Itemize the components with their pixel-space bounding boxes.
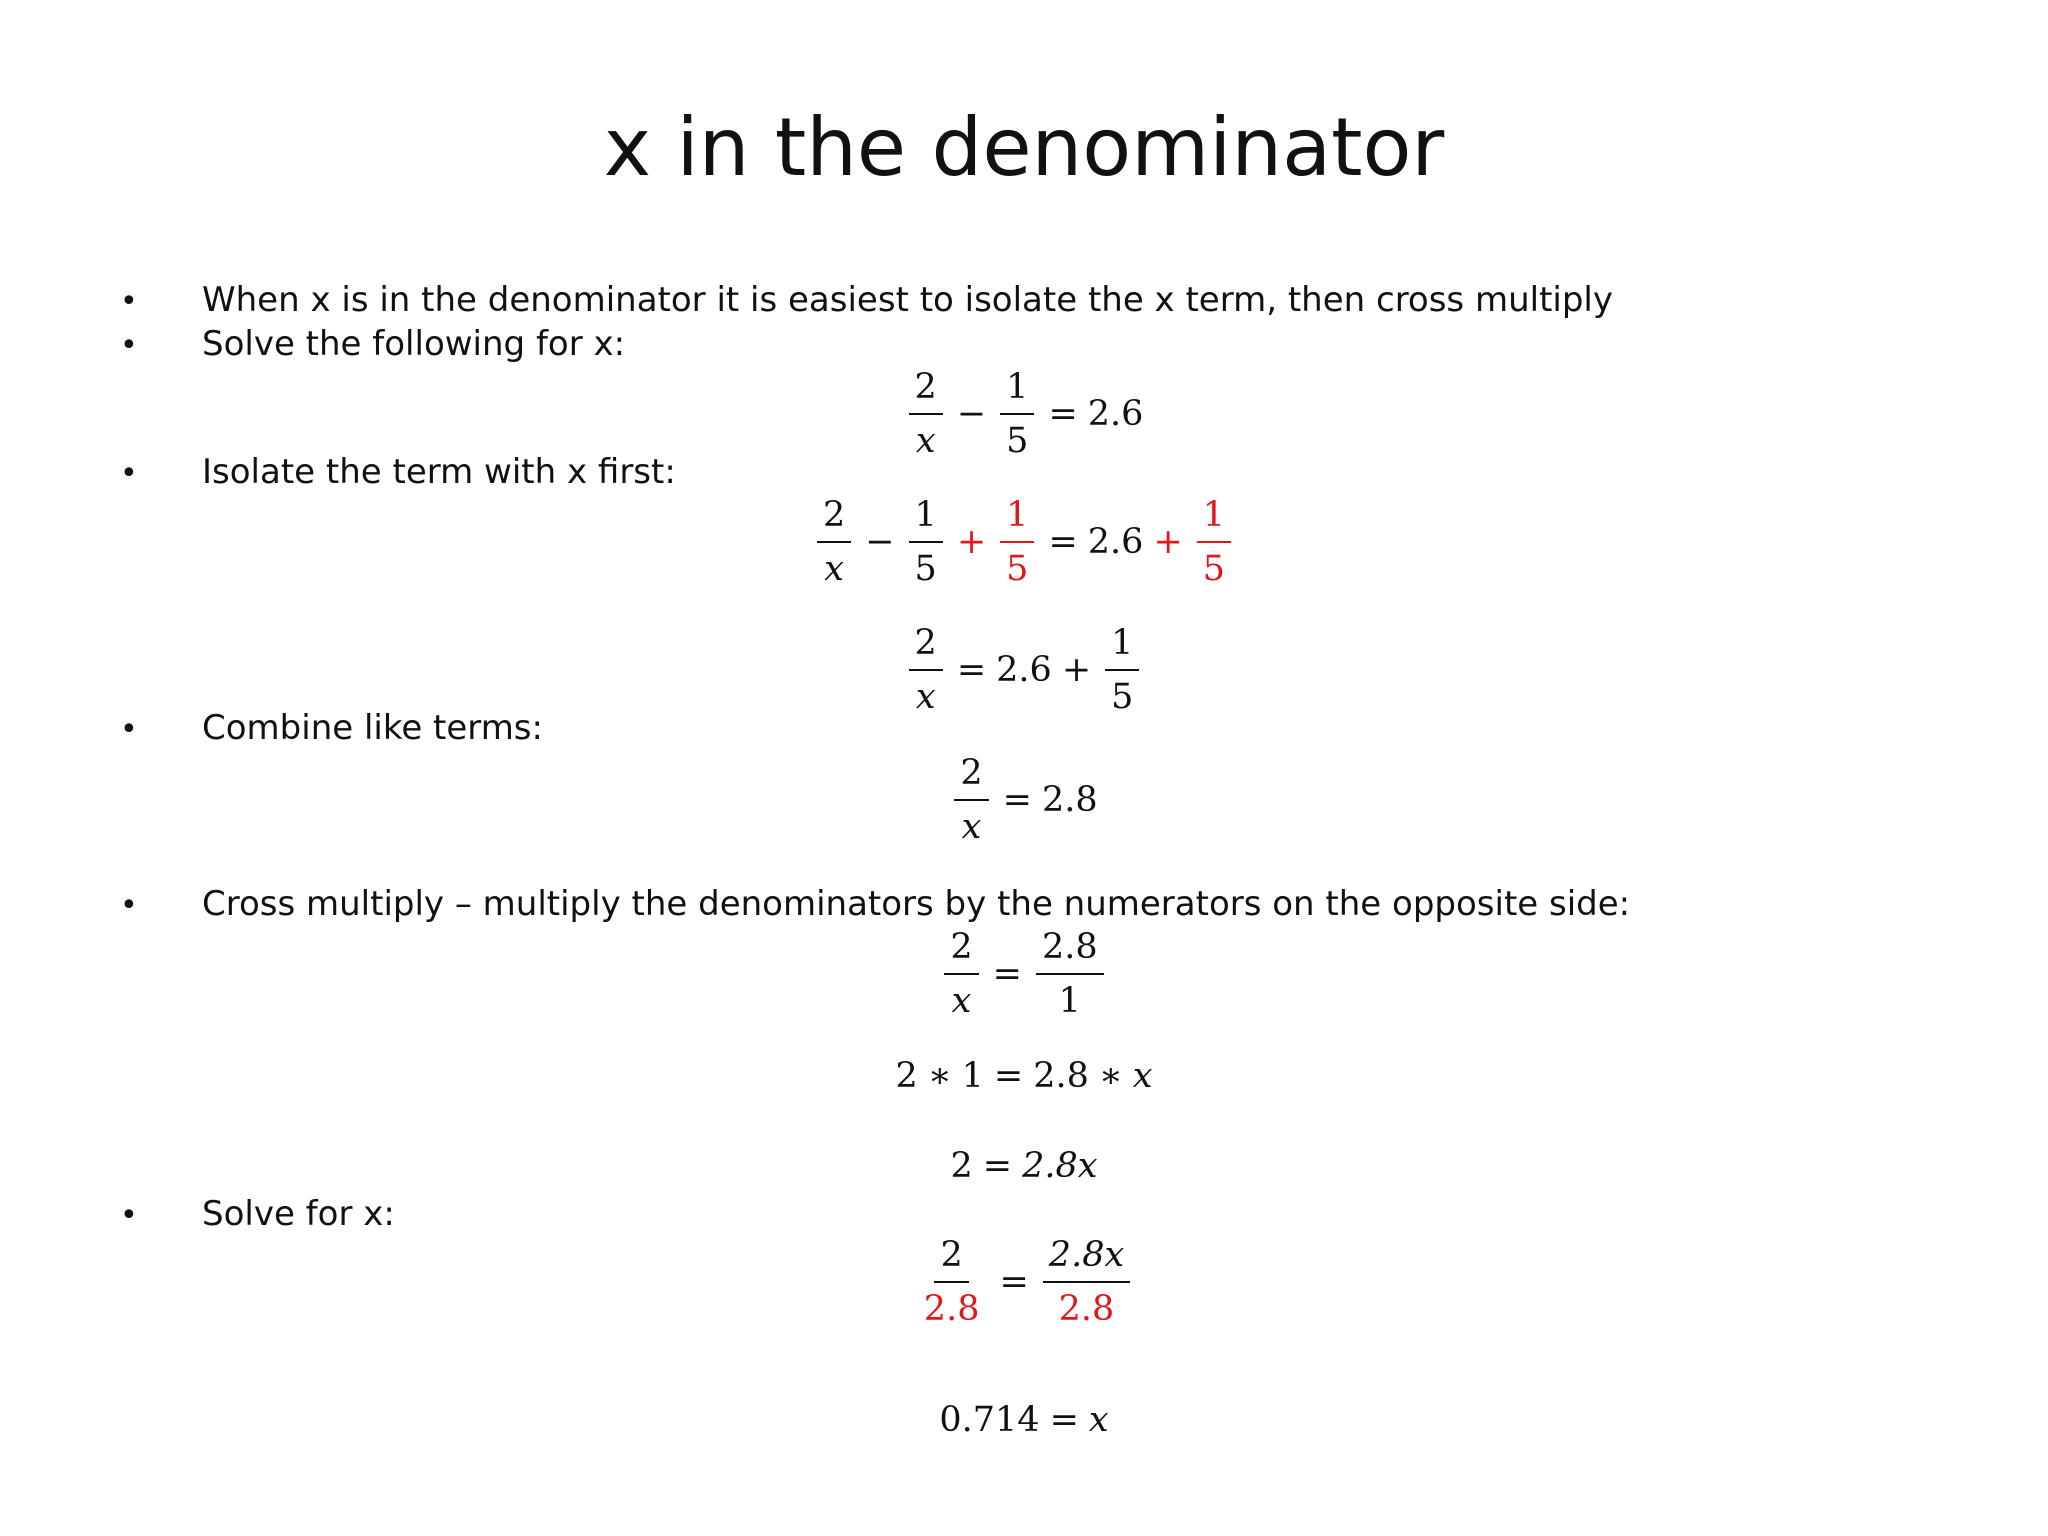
bullet-text: Combine like terms: bbox=[202, 708, 543, 748]
variable-x: x bbox=[1088, 1400, 1109, 1440]
equation-solution bbox=[0, 1400, 2048, 1440]
numerator: 1 bbox=[1197, 492, 1231, 543]
denominator: 5 bbox=[1006, 421, 1029, 461]
plus-sign-highlight: + bbox=[1153, 522, 1183, 562]
bullet-solve-following bbox=[120, 322, 625, 368]
numerator: 2.8x bbox=[1043, 1232, 1130, 1283]
fraction-2-over-x bbox=[954, 750, 988, 850]
bullet-point: • bbox=[120, 284, 138, 319]
equals-sign: = bbox=[982, 1146, 1013, 1186]
bullet-text: When x is in the denominator it is easiest to isolate the x term, then cross multiply bbox=[202, 280, 1613, 320]
bullet-isolate-term bbox=[120, 450, 676, 496]
value-2-8: 2.8 bbox=[1033, 1056, 1089, 1096]
denominator: x bbox=[951, 981, 972, 1021]
fraction-2-8x-over-2-8 bbox=[1043, 1232, 1130, 1332]
denominator: x bbox=[915, 677, 936, 717]
denominator: 5 bbox=[914, 549, 937, 589]
fraction-1-over-5 bbox=[909, 492, 943, 592]
numerator: 1 bbox=[909, 492, 943, 543]
numerator: 1 bbox=[1105, 620, 1139, 671]
equals-sign: = bbox=[1049, 1400, 1079, 1440]
denominator-highlight: 2.8 bbox=[923, 1289, 980, 1329]
equals-sign: = bbox=[1048, 522, 1078, 562]
numerator: 2 bbox=[944, 924, 978, 975]
bullet-cross-multiply bbox=[120, 882, 1630, 928]
value-2-6: 2.6 bbox=[1087, 394, 1144, 434]
bullet-text: Isolate the term with x first: bbox=[202, 452, 676, 492]
denominator: x bbox=[961, 807, 982, 847]
numerator: 2.8 bbox=[1036, 924, 1104, 975]
value-2-8: 2.8 bbox=[1041, 780, 1098, 820]
value-2: 2 bbox=[895, 1056, 918, 1096]
plus-sign-highlight: + bbox=[956, 522, 987, 562]
equation-add-one-fifth bbox=[0, 492, 2048, 592]
value-2-8x: 2.8x bbox=[1022, 1146, 1098, 1186]
numerator: 2 bbox=[909, 620, 943, 671]
equals-sign: = bbox=[993, 1056, 1024, 1096]
numerator: 2 bbox=[909, 364, 943, 415]
numerator: 2 bbox=[934, 1232, 968, 1283]
fraction-2-8-over-1 bbox=[1036, 924, 1104, 1024]
equation-cross-product bbox=[0, 1056, 2048, 1096]
equation-linear bbox=[0, 1146, 2048, 1186]
value-2: 2 bbox=[950, 1146, 973, 1186]
bullet-point: • bbox=[120, 328, 138, 363]
bullet-point: • bbox=[120, 888, 138, 923]
variable-x: x bbox=[1132, 1056, 1153, 1096]
equals-sign: = bbox=[956, 650, 987, 690]
fraction-1-over-5-highlight bbox=[1000, 492, 1034, 592]
denominator: 1 bbox=[1058, 981, 1081, 1021]
fraction-2-over-x bbox=[944, 924, 978, 1024]
numerator: 1 bbox=[1000, 492, 1034, 543]
bullet-point: • bbox=[120, 1198, 138, 1233]
fraction-2-over-2-8 bbox=[918, 1232, 986, 1332]
equals-sign: = bbox=[1048, 394, 1078, 434]
equals-sign: = bbox=[992, 954, 1022, 994]
denominator: 5 bbox=[1202, 549, 1226, 589]
numerator: 2 bbox=[954, 750, 988, 801]
value-0-714: 0.714 bbox=[939, 1400, 1040, 1440]
fraction-2-over-x bbox=[817, 492, 851, 592]
bullet-text: Cross multiply – multiply the denominators by the numerators on the opposite side: bbox=[202, 884, 1631, 924]
denominator: x bbox=[915, 421, 936, 461]
equation-original bbox=[0, 364, 2048, 464]
slide-title: x in the denominator bbox=[603, 101, 1445, 194]
numerator: 1 bbox=[1000, 364, 1034, 415]
denominator: 5 bbox=[1006, 549, 1029, 589]
fraction-1-over-5-highlight bbox=[1197, 492, 1231, 592]
bullet-point: • bbox=[120, 712, 138, 747]
fraction-1-over-5 bbox=[1000, 364, 1034, 464]
bullet-point: • bbox=[120, 456, 138, 491]
minus-sign: − bbox=[865, 522, 895, 562]
equals-sign: = bbox=[1002, 780, 1032, 820]
value-2-6: 2.6 bbox=[1087, 522, 1144, 562]
times-sign: ∗ bbox=[1098, 1056, 1123, 1096]
equals-sign: = bbox=[999, 1262, 1029, 1302]
bullet-isolate-then-cross-multiply bbox=[120, 278, 1613, 324]
bullet-text: Solve the following for x: bbox=[202, 324, 626, 364]
fraction-1-over-5 bbox=[1105, 620, 1139, 720]
plus-sign: + bbox=[1061, 650, 1092, 690]
equation-combined bbox=[0, 750, 2048, 850]
times-sign: ∗ bbox=[927, 1056, 952, 1096]
denominator: x bbox=[824, 549, 844, 589]
bullet-combine-like-terms bbox=[120, 706, 543, 752]
equation-divide-both-sides bbox=[0, 1232, 2048, 1332]
numerator: 2 bbox=[817, 492, 851, 543]
fraction-2-over-x bbox=[909, 620, 943, 720]
equation-proportion bbox=[0, 924, 2048, 1024]
value-2-6: 2.6 bbox=[996, 650, 1052, 690]
bullet-text: Solve for x: bbox=[202, 1194, 395, 1234]
value-1: 1 bbox=[961, 1056, 984, 1096]
equation-simplified bbox=[0, 620, 2048, 720]
minus-sign: − bbox=[956, 394, 987, 434]
fraction-2-over-x bbox=[909, 364, 943, 464]
denominator: 5 bbox=[1111, 677, 1134, 717]
denominator-highlight: 2.8 bbox=[1058, 1289, 1115, 1329]
